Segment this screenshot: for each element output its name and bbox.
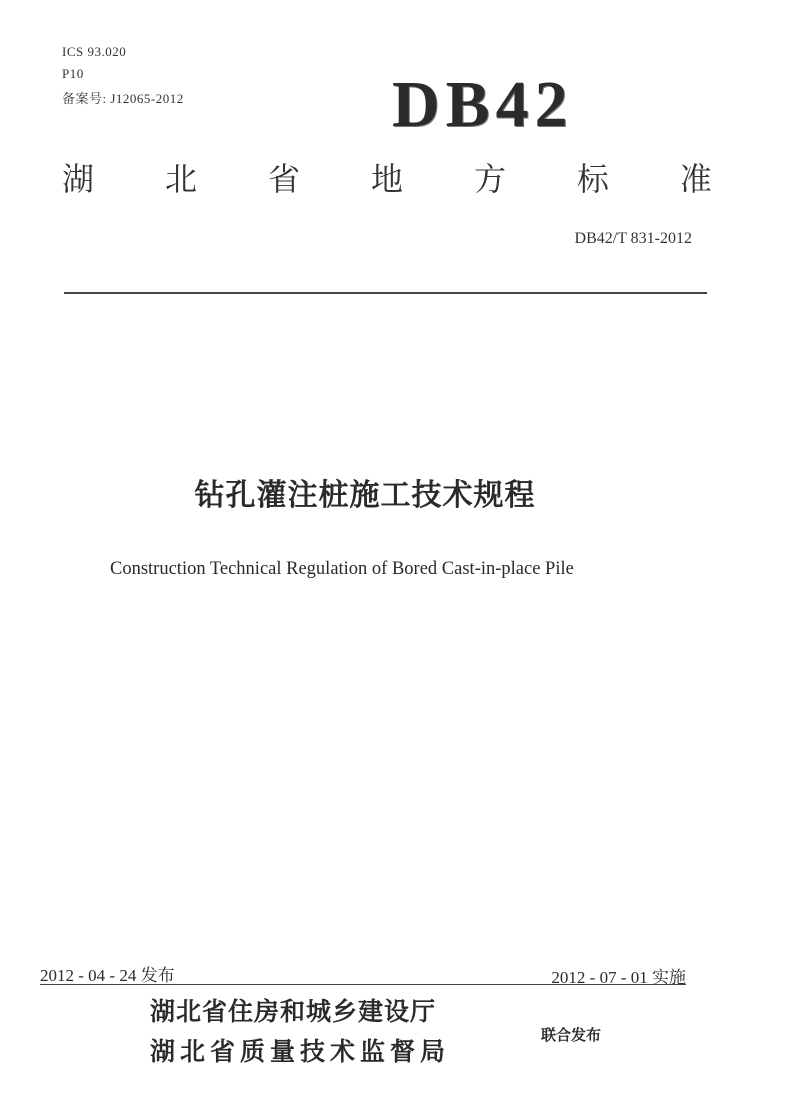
issuer-housing-department: 湖北省住房和城乡建设厅 bbox=[150, 997, 437, 1026]
standard-type-char: 方 bbox=[473, 160, 506, 198]
db-logo: DB42 bbox=[392, 68, 574, 141]
classification-code: P10 bbox=[62, 66, 84, 81]
issuer-quality-bureau: 湖北省质量技术监督局 bbox=[150, 1037, 451, 1066]
title-english: Construction Technical Regulation of Bored Cast-in-place Pile bbox=[110, 559, 574, 579]
standard-type-char: 省 bbox=[267, 160, 300, 198]
standard-number: DB42/T 831-2012 bbox=[574, 230, 692, 247]
header-divider bbox=[64, 292, 707, 294]
standard-type-char: 准 bbox=[679, 160, 712, 198]
standard-type-char: 北 bbox=[164, 160, 197, 198]
standard-type-char: 地 bbox=[370, 160, 403, 198]
standard-type-char: 标 bbox=[576, 160, 609, 198]
filing-number: 备案号: J12065-2012 bbox=[62, 91, 184, 106]
footer-divider bbox=[40, 984, 686, 985]
joint-publication-note: 联合发布 bbox=[541, 1026, 602, 1044]
publish-date: 2012 - 04 - 24 发布 bbox=[40, 966, 175, 985]
ics-code: ICS 93.020 bbox=[62, 44, 127, 59]
effective-date: 2012 - 07 - 01 实施 bbox=[551, 968, 686, 987]
standard-type-char: 湖 bbox=[62, 160, 95, 198]
title-chinese: 钻孔灌注桩施工技术规程 bbox=[194, 478, 536, 513]
standard-type bbox=[62, 160, 712, 198]
